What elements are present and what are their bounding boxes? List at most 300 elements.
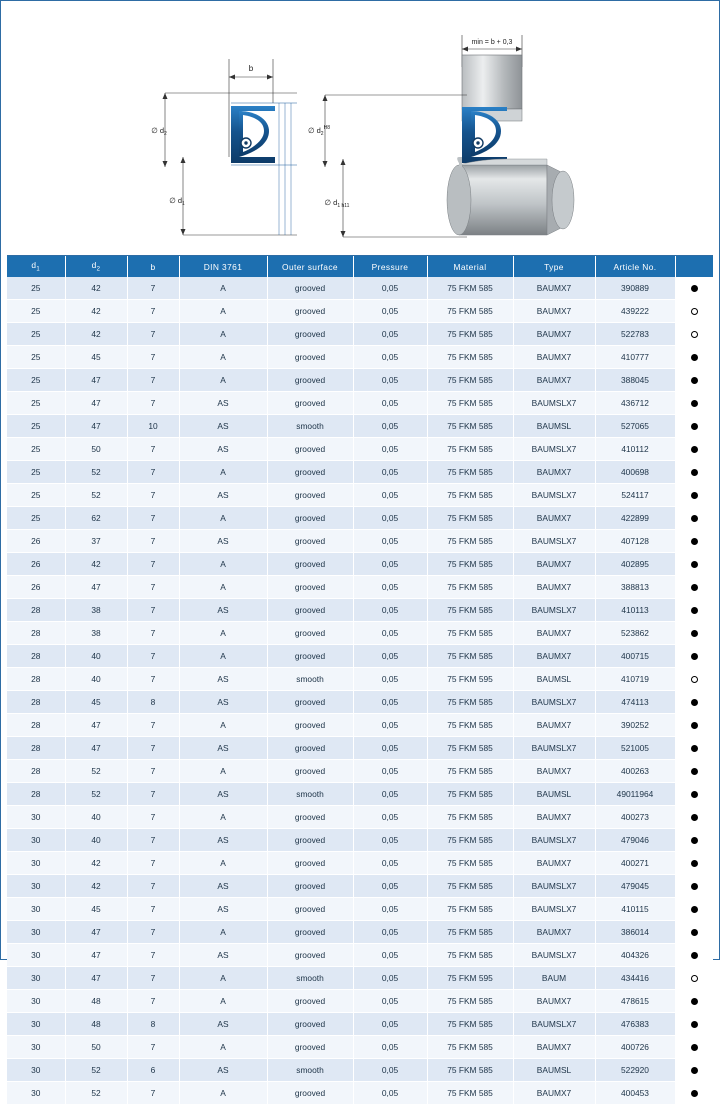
cell-d1: 25	[7, 484, 65, 507]
cell-type: BAUMX7	[513, 553, 595, 576]
table-row[interactable]	[7, 967, 713, 990]
cell-material: 75 FKM 585	[427, 760, 513, 783]
table-row[interactable]	[7, 714, 713, 737]
cell-outer-surface: grooved	[267, 507, 353, 530]
cell-d1: 25	[7, 461, 65, 484]
cell-d2: 45	[65, 346, 127, 369]
column-header-d2-label: d	[91, 260, 97, 271]
cell-type: BAUMX7	[513, 806, 595, 829]
cell-outer-surface: grooved	[267, 829, 353, 852]
cell-material: 75 FKM 585	[427, 346, 513, 369]
circle-filled-icon	[691, 285, 698, 292]
stock-indicator	[675, 346, 713, 369]
column-header-b[interactable]: b	[127, 256, 179, 277]
circle-filled-icon	[691, 515, 698, 522]
table-row[interactable]	[7, 990, 713, 1013]
cell-article-no: 479045	[595, 875, 675, 898]
table-row[interactable]	[7, 1036, 713, 1059]
cell-type: BAUMSLX7	[513, 898, 595, 921]
cell-pressure: 0,05	[353, 369, 427, 392]
circle-filled-icon	[691, 860, 698, 867]
column-header-article-no[interactable]: Article No.	[595, 256, 675, 277]
cell-outer-surface: grooved	[267, 530, 353, 553]
cell-d2: 50	[65, 438, 127, 461]
cell-material: 75 FKM 585	[427, 990, 513, 1013]
cell-type: BAUMX7	[513, 507, 595, 530]
column-header-d1-label: d	[31, 260, 37, 271]
table-row[interactable]	[7, 944, 713, 967]
cell-article-no: 410719	[595, 668, 675, 691]
cell-outer-surface: grooved	[267, 691, 353, 714]
circle-filled-icon	[691, 423, 698, 430]
table-row[interactable]	[7, 438, 713, 461]
stock-indicator	[675, 760, 713, 783]
cell-b: 7	[127, 737, 179, 760]
cell-din: A	[179, 507, 267, 530]
cell-outer-surface: smooth	[267, 1059, 353, 1082]
table-row[interactable]	[7, 599, 713, 622]
cell-article-no: 422899	[595, 507, 675, 530]
cell-b: 7	[127, 277, 179, 300]
cell-din: A	[179, 553, 267, 576]
cell-d2: 40	[65, 829, 127, 852]
cell-outer-surface: grooved	[267, 553, 353, 576]
cell-b: 7	[127, 967, 179, 990]
table-row[interactable]	[7, 507, 713, 530]
cell-material: 75 FKM 585	[427, 1036, 513, 1059]
cell-pressure: 0,05	[353, 277, 427, 300]
cell-d2: 42	[65, 852, 127, 875]
cell-type: BAUMX7	[513, 1082, 595, 1105]
table-body	[7, 277, 713, 1105]
stock-indicator	[675, 875, 713, 898]
stock-indicator	[675, 668, 713, 691]
cell-d2: 42	[65, 875, 127, 898]
cell-material: 75 FKM 585	[427, 599, 513, 622]
column-header-type[interactable]: Type	[513, 256, 595, 277]
circle-filled-icon	[691, 538, 698, 545]
svg-text:∅ d2: ∅ $d_2$	[151, 126, 167, 137]
cell-d1: 28	[7, 645, 65, 668]
cell-material: 75 FKM 585	[427, 530, 513, 553]
cell-type: BAUMSLX7	[513, 1013, 595, 1036]
table-row[interactable]	[7, 852, 713, 875]
cell-outer-surface: smooth	[267, 415, 353, 438]
cell-material: 75 FKM 585	[427, 852, 513, 875]
table-row[interactable]	[7, 829, 713, 852]
cell-pressure: 0,05	[353, 415, 427, 438]
table-row[interactable]	[7, 921, 713, 944]
cell-din: AS	[179, 944, 267, 967]
stock-indicator	[675, 277, 713, 300]
table-row[interactable]	[7, 668, 713, 691]
cell-pressure: 0,05	[353, 668, 427, 691]
cell-din: AS	[179, 668, 267, 691]
cell-pressure: 0,05	[353, 507, 427, 530]
cell-type: BAUMSLX7	[513, 599, 595, 622]
cell-b: 7	[127, 760, 179, 783]
table-row[interactable]	[7, 691, 713, 714]
table-row[interactable]	[7, 392, 713, 415]
column-header-d2[interactable]	[65, 256, 127, 277]
circle-filled-icon	[691, 377, 698, 384]
table-row[interactable]	[7, 484, 713, 507]
cell-type: BAUMX7	[513, 323, 595, 346]
circle-filled-icon	[691, 1067, 698, 1074]
cell-outer-surface: grooved	[267, 714, 353, 737]
column-header-material[interactable]: Material	[427, 256, 513, 277]
table-row[interactable]	[7, 415, 713, 438]
cell-outer-surface: grooved	[267, 990, 353, 1013]
table-row[interactable]	[7, 346, 713, 369]
cell-material: 75 FKM 585	[427, 438, 513, 461]
table-row[interactable]	[7, 875, 713, 898]
stock-indicator	[675, 300, 713, 323]
cell-article-no: 523862	[595, 622, 675, 645]
cell-material: 75 FKM 585	[427, 1082, 513, 1105]
cell-type: BAUMX7	[513, 990, 595, 1013]
cell-material: 75 FKM 595	[427, 967, 513, 990]
table-row[interactable]	[7, 461, 713, 484]
cell-material: 75 FKM 585	[427, 461, 513, 484]
cell-pressure: 0,05	[353, 1013, 427, 1036]
table-row[interactable]	[7, 737, 713, 760]
table-row[interactable]	[7, 806, 713, 829]
table-row[interactable]	[7, 645, 713, 668]
cell-d2: 52	[65, 1059, 127, 1082]
circle-filled-icon	[691, 952, 698, 959]
cell-d1: 30	[7, 921, 65, 944]
cell-type: BAUM	[513, 967, 595, 990]
cell-pressure: 0,05	[353, 484, 427, 507]
svg-text:∅ d1: ∅ $d_1$	[169, 196, 185, 207]
cell-material: 75 FKM 585	[427, 645, 513, 668]
table-row[interactable]	[7, 300, 713, 323]
cell-b: 7	[127, 438, 179, 461]
stock-indicator	[675, 898, 713, 921]
cell-b: 7	[127, 553, 179, 576]
stock-indicator	[675, 507, 713, 530]
cell-pressure: 0,05	[353, 990, 427, 1013]
cell-type: BAUMX7	[513, 576, 595, 599]
circle-open-icon	[691, 975, 698, 982]
stock-indicator	[675, 461, 713, 484]
cell-pressure: 0,05	[353, 714, 427, 737]
cell-type: BAUMSLX7	[513, 944, 595, 967]
cell-d1: 25	[7, 507, 65, 530]
cell-b: 7	[127, 530, 179, 553]
table-row[interactable]	[7, 530, 713, 553]
table-row[interactable]	[7, 277, 713, 300]
circle-filled-icon	[691, 1021, 698, 1028]
column-header-stock	[675, 256, 713, 277]
cell-type: BAUMX7	[513, 461, 595, 484]
circle-filled-icon	[691, 561, 698, 568]
cell-din: AS	[179, 392, 267, 415]
cell-din: AS	[179, 484, 267, 507]
circle-filled-icon	[691, 492, 698, 499]
cell-d1: 25	[7, 369, 65, 392]
cell-article-no: 407128	[595, 530, 675, 553]
cell-type: BAUMSL	[513, 415, 595, 438]
cell-din: AS	[179, 691, 267, 714]
cell-pressure: 0,05	[353, 323, 427, 346]
cell-material: 75 FKM 585	[427, 323, 513, 346]
cell-b: 7	[127, 875, 179, 898]
cell-din: A	[179, 277, 267, 300]
circle-filled-icon	[691, 630, 698, 637]
cell-d2: 40	[65, 806, 127, 829]
column-header-d2-sub: 2	[96, 266, 101, 273]
cell-article-no: 402895	[595, 553, 675, 576]
cell-pressure: 0,05	[353, 1059, 427, 1082]
table-row[interactable]	[7, 760, 713, 783]
table-row[interactable]	[7, 898, 713, 921]
cell-d2: 38	[65, 622, 127, 645]
stock-indicator	[675, 967, 713, 990]
cell-b: 7	[127, 944, 179, 967]
cell-pressure: 0,05	[353, 852, 427, 875]
cell-pressure: 0,05	[353, 737, 427, 760]
cell-d1: 30	[7, 806, 65, 829]
cell-d1: 26	[7, 553, 65, 576]
stock-indicator	[675, 944, 713, 967]
cell-b: 7	[127, 392, 179, 415]
cell-d1: 30	[7, 852, 65, 875]
cell-outer-surface: grooved	[267, 1036, 353, 1059]
circle-filled-icon	[691, 469, 698, 476]
circle-filled-icon	[691, 1090, 698, 1097]
cell-article-no: 521005	[595, 737, 675, 760]
stock-indicator	[675, 553, 713, 576]
cell-d1: 30	[7, 1082, 65, 1105]
svg-text:min = b + 0,3: min = b + 0,3	[471, 39, 513, 46]
cell-type: BAUMX7	[513, 346, 595, 369]
cell-din: AS	[179, 737, 267, 760]
cell-pressure: 0,05	[353, 967, 427, 990]
cell-d1: 28	[7, 668, 65, 691]
cell-outer-surface: grooved	[267, 599, 353, 622]
cell-b: 7	[127, 369, 179, 392]
cell-din: A	[179, 369, 267, 392]
cell-d2: 47	[65, 944, 127, 967]
cell-outer-surface: grooved	[267, 300, 353, 323]
stock-indicator	[675, 737, 713, 760]
cell-b: 7	[127, 300, 179, 323]
cell-material: 75 FKM 585	[427, 737, 513, 760]
cell-d1: 30	[7, 1036, 65, 1059]
stock-indicator	[675, 369, 713, 392]
cell-d2: 52	[65, 760, 127, 783]
cell-outer-surface: grooved	[267, 346, 353, 369]
column-header-din[interactable]: DIN 3761	[179, 256, 267, 277]
cell-d1: 28	[7, 599, 65, 622]
technical-drawing-area	[7, 7, 713, 256]
cell-d2: 47	[65, 921, 127, 944]
cell-type: BAUMX7	[513, 1036, 595, 1059]
stock-indicator	[675, 1036, 713, 1059]
stock-indicator	[675, 1059, 713, 1082]
cell-d1: 25	[7, 415, 65, 438]
cell-material: 75 FKM 585	[427, 392, 513, 415]
cell-pressure: 0,05	[353, 530, 427, 553]
cell-material: 75 FKM 585	[427, 553, 513, 576]
cell-outer-surface: grooved	[267, 1013, 353, 1036]
cell-type: BAUMSLX7	[513, 484, 595, 507]
column-header-pressure[interactable]: Pressure	[353, 256, 427, 277]
cell-din: A	[179, 346, 267, 369]
cell-type: BAUMSL	[513, 1059, 595, 1082]
cell-d2: 48	[65, 990, 127, 1013]
cell-outer-surface: grooved	[267, 1082, 353, 1105]
cell-d1: 25	[7, 346, 65, 369]
cell-din: AS	[179, 415, 267, 438]
cell-d1: 25	[7, 277, 65, 300]
cell-article-no: 390252	[595, 714, 675, 737]
cell-b: 7	[127, 921, 179, 944]
cell-d1: 28	[7, 714, 65, 737]
cell-pressure: 0,05	[353, 300, 427, 323]
cell-b: 7	[127, 668, 179, 691]
circle-filled-icon	[691, 906, 698, 913]
cell-outer-surface: smooth	[267, 967, 353, 990]
cell-din: AS	[179, 875, 267, 898]
stock-indicator	[675, 484, 713, 507]
cell-d1: 30	[7, 944, 65, 967]
cell-d2: 42	[65, 277, 127, 300]
cell-pressure: 0,05	[353, 553, 427, 576]
cell-article-no: 522783	[595, 323, 675, 346]
circle-filled-icon	[691, 699, 698, 706]
cell-b: 7	[127, 1082, 179, 1105]
cell-d1: 26	[7, 576, 65, 599]
cell-d1: 25	[7, 300, 65, 323]
cell-outer-surface: grooved	[267, 461, 353, 484]
cell-article-no: 410777	[595, 346, 675, 369]
cell-d1: 25	[7, 323, 65, 346]
cell-outer-surface: grooved	[267, 898, 353, 921]
cell-d2: 50	[65, 1036, 127, 1059]
cell-d1: 28	[7, 760, 65, 783]
cell-pressure: 0,05	[353, 599, 427, 622]
table-row[interactable]	[7, 369, 713, 392]
cell-b: 7	[127, 346, 179, 369]
cell-article-no: 436712	[595, 392, 675, 415]
cell-pressure: 0,05	[353, 1036, 427, 1059]
cell-material: 75 FKM 585	[427, 622, 513, 645]
stock-indicator	[675, 691, 713, 714]
table-row[interactable]	[7, 1013, 713, 1036]
table-row[interactable]	[7, 553, 713, 576]
cell-outer-surface: grooved	[267, 277, 353, 300]
cell-article-no: 410113	[595, 599, 675, 622]
cell-outer-surface: grooved	[267, 806, 353, 829]
cell-pressure: 0,05	[353, 875, 427, 898]
table-row[interactable]	[7, 1082, 713, 1105]
cell-d1: 26	[7, 530, 65, 553]
cell-material: 75 FKM 585	[427, 944, 513, 967]
cell-material: 75 FKM 585	[427, 829, 513, 852]
column-header-d1[interactable]	[7, 256, 65, 277]
cell-d2: 47	[65, 392, 127, 415]
cell-pressure: 0,05	[353, 760, 427, 783]
cell-d2: 47	[65, 369, 127, 392]
cell-outer-surface: grooved	[267, 392, 353, 415]
cell-type: BAUMX7	[513, 921, 595, 944]
cell-din: A	[179, 921, 267, 944]
cell-d2: 47	[65, 714, 127, 737]
cell-type: BAUMSLX7	[513, 737, 595, 760]
cell-material: 75 FKM 585	[427, 369, 513, 392]
stock-indicator	[675, 530, 713, 553]
circle-open-icon	[691, 676, 698, 683]
cell-material: 75 FKM 585	[427, 576, 513, 599]
cell-pressure: 0,05	[353, 461, 427, 484]
table-row[interactable]	[7, 1059, 713, 1082]
cell-material: 75 FKM 585	[427, 415, 513, 438]
cell-din: A	[179, 967, 267, 990]
column-header-outer-surface[interactable]: Outer surface	[267, 256, 353, 277]
table-row[interactable]	[7, 622, 713, 645]
circle-filled-icon	[691, 768, 698, 775]
table-row[interactable]	[7, 783, 713, 806]
cell-d2: 45	[65, 691, 127, 714]
cell-din: A	[179, 622, 267, 645]
cell-outer-surface: grooved	[267, 645, 353, 668]
circle-open-icon	[691, 308, 698, 315]
cell-d1: 25	[7, 392, 65, 415]
cell-pressure: 0,05	[353, 438, 427, 461]
cell-material: 75 FKM 595	[427, 668, 513, 691]
circle-filled-icon	[691, 883, 698, 890]
cell-article-no: 404326	[595, 944, 675, 967]
cell-type: BAUMSLX7	[513, 829, 595, 852]
cell-d2: 42	[65, 300, 127, 323]
stock-indicator	[675, 806, 713, 829]
stock-indicator	[675, 622, 713, 645]
cell-din: A	[179, 990, 267, 1013]
cell-article-no: 400453	[595, 1082, 675, 1105]
cell-article-no: 386014	[595, 921, 675, 944]
circle-open-icon	[691, 331, 698, 338]
cell-d1: 28	[7, 737, 65, 760]
cell-material: 75 FKM 585	[427, 300, 513, 323]
cell-d1: 25	[7, 438, 65, 461]
cell-din: A	[179, 323, 267, 346]
cell-material: 75 FKM 585	[427, 1059, 513, 1082]
table-row[interactable]	[7, 576, 713, 599]
cell-type: BAUMX7	[513, 369, 595, 392]
cell-outer-surface: grooved	[267, 852, 353, 875]
stock-indicator	[675, 990, 713, 1013]
cell-type: BAUMSL	[513, 783, 595, 806]
cell-d2: 47	[65, 737, 127, 760]
cell-outer-surface: grooved	[267, 438, 353, 461]
cell-pressure: 0,05	[353, 921, 427, 944]
table-row[interactable]	[7, 323, 713, 346]
svg-text:b: b	[248, 64, 254, 73]
cell-din: A	[179, 714, 267, 737]
cell-material: 75 FKM 585	[427, 875, 513, 898]
cell-article-no: 522920	[595, 1059, 675, 1082]
cell-pressure: 0,05	[353, 1082, 427, 1105]
cell-b: 8	[127, 1013, 179, 1036]
cell-article-no: 400715	[595, 645, 675, 668]
stock-indicator	[675, 392, 713, 415]
cell-material: 75 FKM 585	[427, 277, 513, 300]
cell-d1: 30	[7, 829, 65, 852]
cell-din: AS	[179, 1013, 267, 1036]
